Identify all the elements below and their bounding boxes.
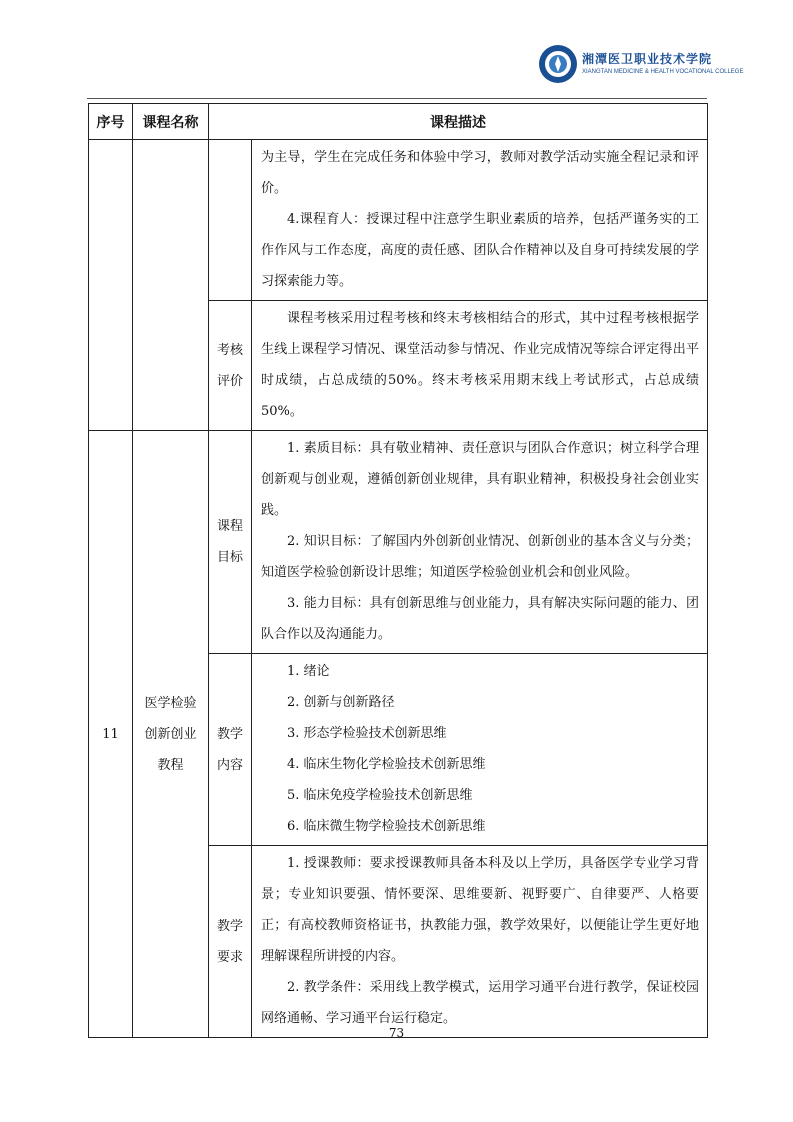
requirement-item: 1. 授课教师：要求授课教师具备本科及以上学历，具备医学专业学习背景；专业知识要强、情怀要深、思维要新、视野要广、自律要严、人格要正；有高校教师资格证书，执教能力强，教学效果好，以便能让学生更好地理解课程所讲授的内容。 (261, 856, 699, 964)
row-number: 11 (89, 431, 133, 1038)
table-row (89, 431, 708, 654)
header-number: 序号 (89, 104, 133, 140)
goals-label: 课程 目标 (209, 431, 252, 654)
content-label: 教学 内容 (209, 654, 252, 846)
content-item: 2. 创新与创新路径 (287, 695, 395, 710)
page-header (538, 44, 744, 90)
school-name: 湘潭医卫职业技术学院 (582, 52, 713, 66)
empty-name-cell (133, 140, 209, 431)
content-item: 4. 临床生物化学检验技术创新思维 (287, 757, 486, 772)
school-name-en: XIANGTAN MEDICINE & HEALTH VOCATIONAL COLLEGE (582, 69, 744, 75)
table-row (89, 140, 708, 301)
header-course-name: 课程名称 (133, 104, 209, 140)
content-item: 1. 绪论 (287, 664, 330, 679)
goal-item: 3. 能力目标：具有创新思维与创业能力，具有解决实际问题的能力、团队合作以及沟通能力。 (261, 596, 699, 642)
course-table (88, 103, 708, 1038)
empty-number-cell (89, 140, 133, 431)
goal-item: 1. 素质目标：具有敬业精神、责任意识与团队合作意识；树立科学合理创新观与创业观，遵循创新创业规律，具有职业精神，积极投身社会创业实践。 (261, 441, 699, 518)
assess-label: 考核 评价 (209, 301, 252, 431)
assess-description: 课程考核采用过程考核和终末考核相结合的形式，其中过程考核根据学生线上课程学习情况、课堂活动参与情况、作业完成情况等综合评定得出平时成绩，占总成绩的50%。终末考核采用期末线上考试形式，占总成绩50%。 (252, 301, 708, 431)
goal-item: 2. 知识目标：了解国内外创新创业情况、创新创业的基本含义与分类；知道医学检验创新设计思维；知道医学检验创业机会和创业风险。 (261, 534, 699, 580)
header-course-description: 课程描述 (209, 104, 708, 140)
content-list (252, 654, 708, 846)
content-item: 3. 形态学检验技术创新思维 (287, 726, 447, 741)
course-name: 医学检验 创新创业 教程 (133, 431, 209, 1038)
page-number: 73 (388, 1026, 405, 1040)
goals-description (252, 431, 708, 654)
requirements-description (252, 846, 708, 1038)
header-rule (87, 98, 707, 99)
continued-line: 为主导，学生在完成任务和体验中学习，教师对教学活动实施全程记录和评价。 (261, 150, 699, 196)
content-item: 6. 临床微生物学检验技术创新思维 (287, 819, 486, 834)
table-header-row (89, 104, 708, 140)
requirements-label: 教学 要求 (209, 846, 252, 1038)
continued-line: 4.课程育人：授课过程中注意学生职业素质的培养，包括严谨务实的工作作风与工作态度，高度的责任感、团队合作精神以及自身可持续发展的学习探索能力等。 (261, 212, 699, 289)
requirement-item: 2. 教学条件：采用线上教学模式，运用学习通平台进行教学，保证校园网络通畅、学习通平台运行稳定。 (261, 980, 699, 1026)
content-item: 5. 临床免疫学检验技术创新思维 (287, 788, 473, 803)
continued-description (252, 140, 708, 301)
school-emblem-icon (538, 44, 578, 84)
empty-label-cell (209, 140, 252, 301)
